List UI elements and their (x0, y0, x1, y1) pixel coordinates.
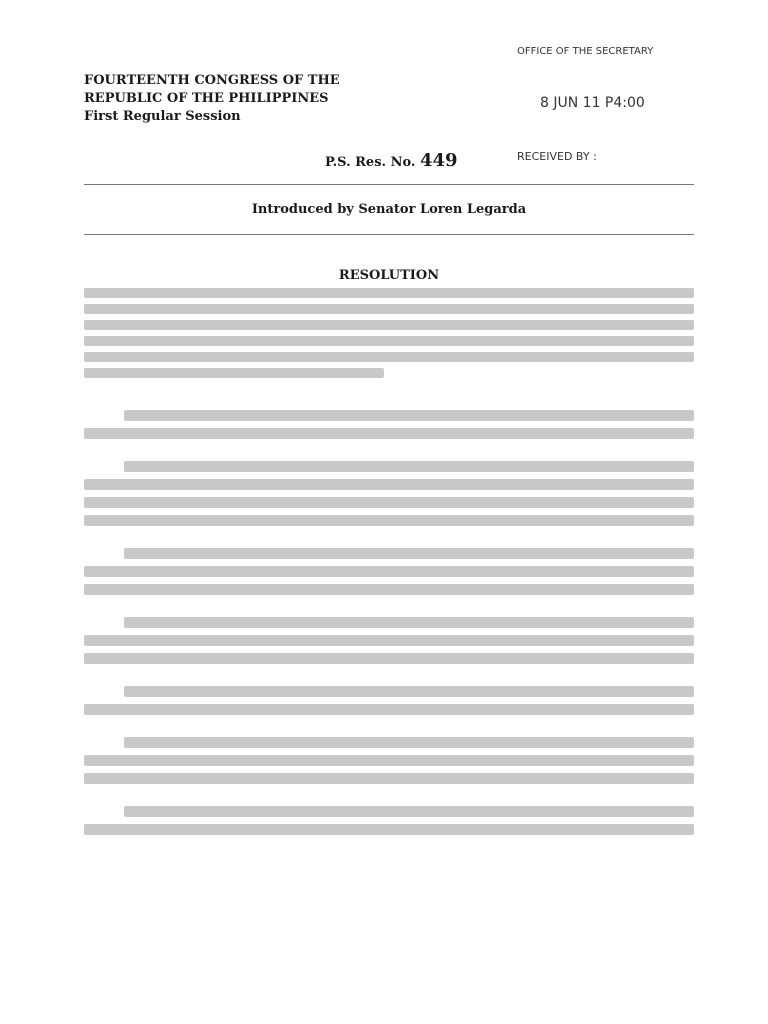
resolution-label: P.S. Res. No. (325, 155, 416, 170)
resolution-number-value: 449 (419, 150, 458, 171)
body-text-placeholder (84, 410, 694, 835)
session-line: First Regular Session (84, 109, 241, 124)
congress-heading (84, 72, 374, 126)
resolution-title: RESOLUTION (338, 268, 440, 283)
resolution-subtitle-placeholder (84, 288, 694, 378)
republic-line: REPUBLIC OF THE PHILIPPINES (84, 91, 329, 106)
stamp-office: OFFICE OF THE SECRETARY (517, 46, 654, 57)
received-stamp (505, 40, 705, 180)
top-rule (84, 184, 694, 185)
stamp-date: 8 JUN 11 P4:00 (540, 95, 645, 111)
stamp-received: RECEIVED BY : (517, 150, 597, 163)
bottom-rule (84, 234, 694, 235)
introduced-by: Introduced by Senator Loren Legarda (251, 202, 527, 217)
congress-line: FOURTEENTH CONGRESS OF THE (84, 73, 340, 88)
resolution-number (325, 150, 458, 171)
